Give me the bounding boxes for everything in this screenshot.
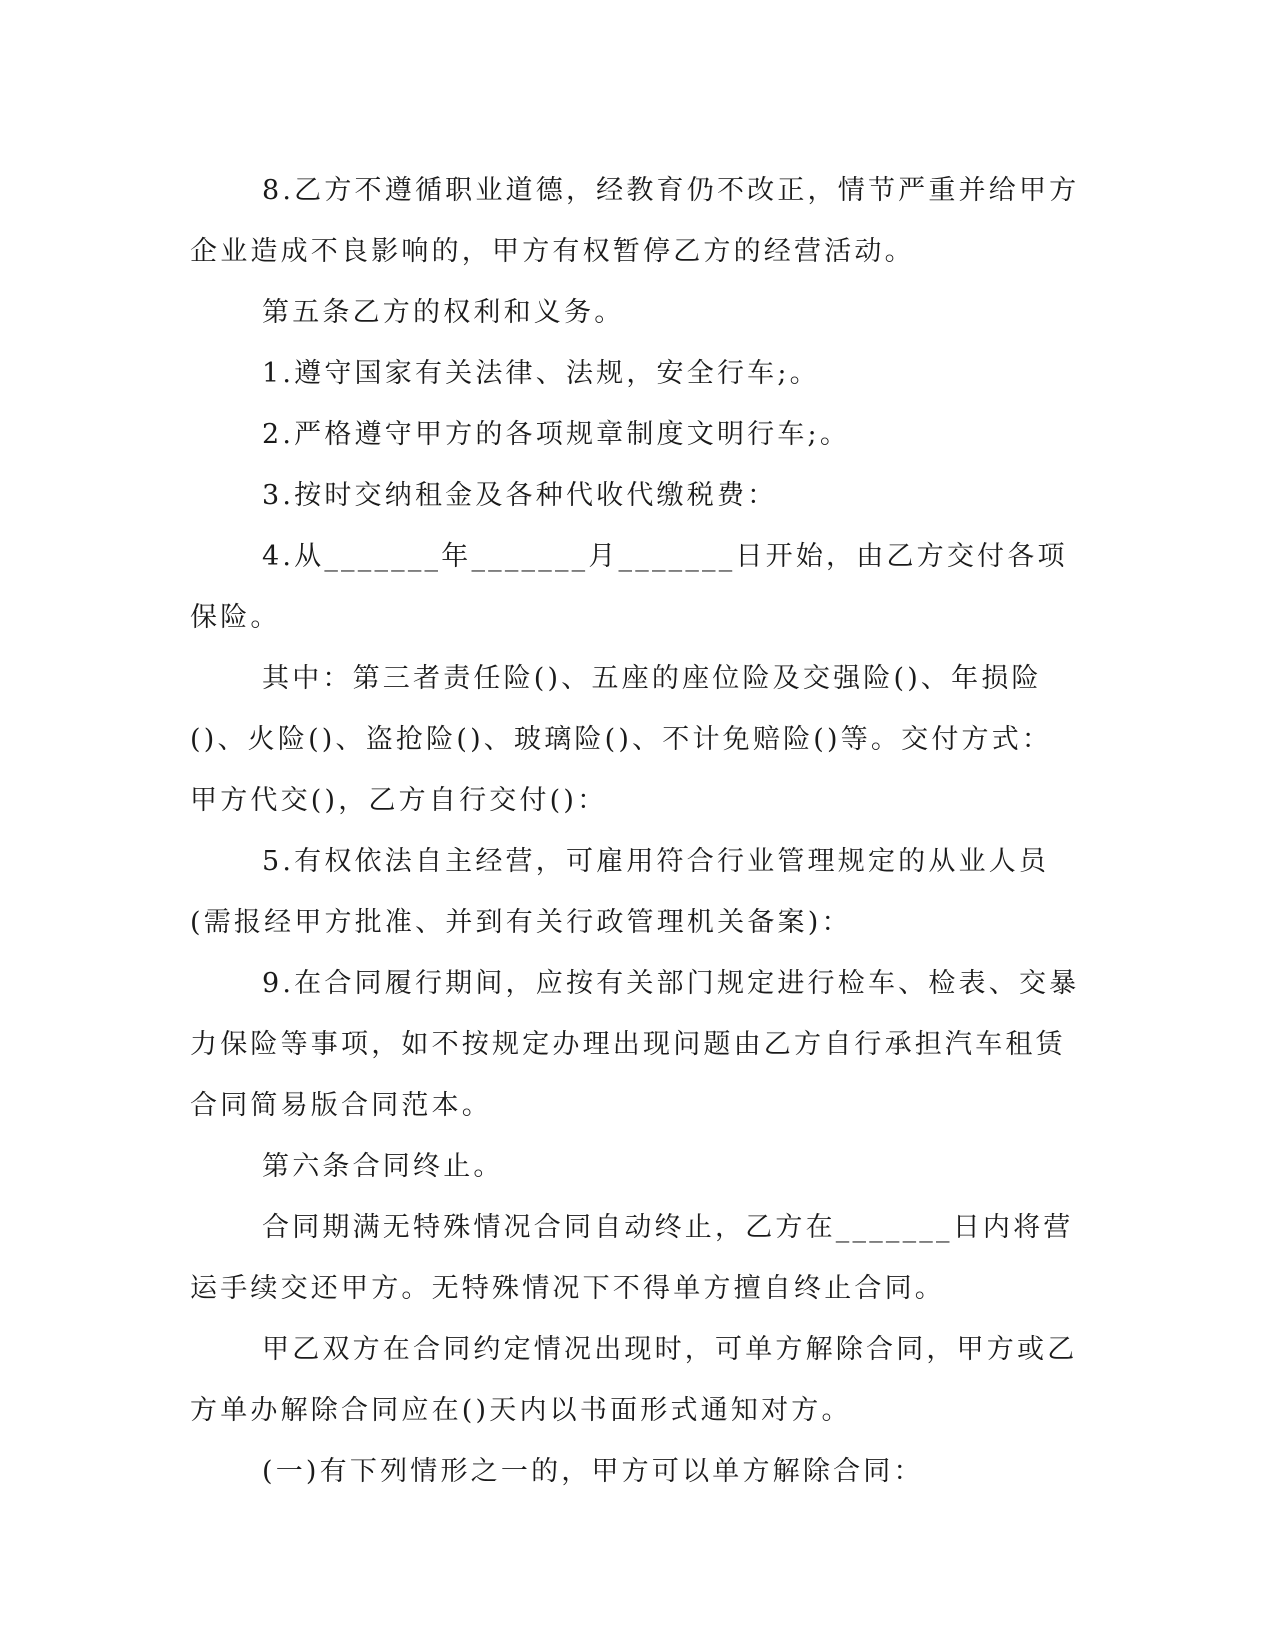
paragraph-subsection-1: (一)有下列情形之一的，甲方可以单方解除合同： xyxy=(262,1456,924,1487)
paragraph-contract-expiry: 合同期满无特殊情况合同自动终止，乙方在_______日内将营运手续交还甲方。无特殊情况下不得单方擅自终止合同。 xyxy=(190,1212,1074,1304)
paragraph-article-5-heading: 第五条乙方的权利和义务。 xyxy=(262,297,625,328)
paragraph-clause-8: 8.乙方不遵循职业道德，经教育仍不改正，情节严重并给甲方企业造成不良影响的，甲方有权暂停乙方的经营活动。 xyxy=(190,175,1080,267)
paragraph-item-3: 3.按时交纳租金及各种代收代缴税费： xyxy=(262,480,778,511)
paragraph-item-1: 1.遵守国家有关法律、法规，安全行车;。 xyxy=(262,358,820,389)
paragraph-article-6-heading: 第六条合同终止。 xyxy=(262,1151,504,1182)
paragraph-item-5: 5.有权依法自主经营，可雇用符合行业管理规定的从业人员(需报经甲方批准、并到有关行政管理机关备案)： xyxy=(190,846,1050,938)
paragraph-insurance-list: 其中：第三者责任险()、五座的座位险及交强险()、年损险()、火险()、盗抢险()、玻璃险()、不计免赔险()等。交付方式：甲方代交()，乙方自行交付()： xyxy=(190,663,1053,816)
contract-body xyxy=(190,160,1080,1502)
paragraph-item-9: 9.在合同履行期间，应按有关部门规定进行检车、检表、交暴力保险等事项，如不按规定办理出现问题由乙方自行承担汽车租赁合同简易版合同范本。 xyxy=(190,968,1080,1121)
paragraph-item-2: 2.严格遵守甲方的各项规章制度文明行车;。 xyxy=(262,419,851,450)
paragraph-item-4: 4.从_______年_______月_______日开始，由乙方交付各项保险。 xyxy=(190,541,1068,633)
paragraph-unilateral-termination: 甲乙双方在合同约定情况出现时，可单方解除合同，甲方或乙方单办解除合同应在()天内以书面形式通知对方。 xyxy=(190,1334,1078,1426)
